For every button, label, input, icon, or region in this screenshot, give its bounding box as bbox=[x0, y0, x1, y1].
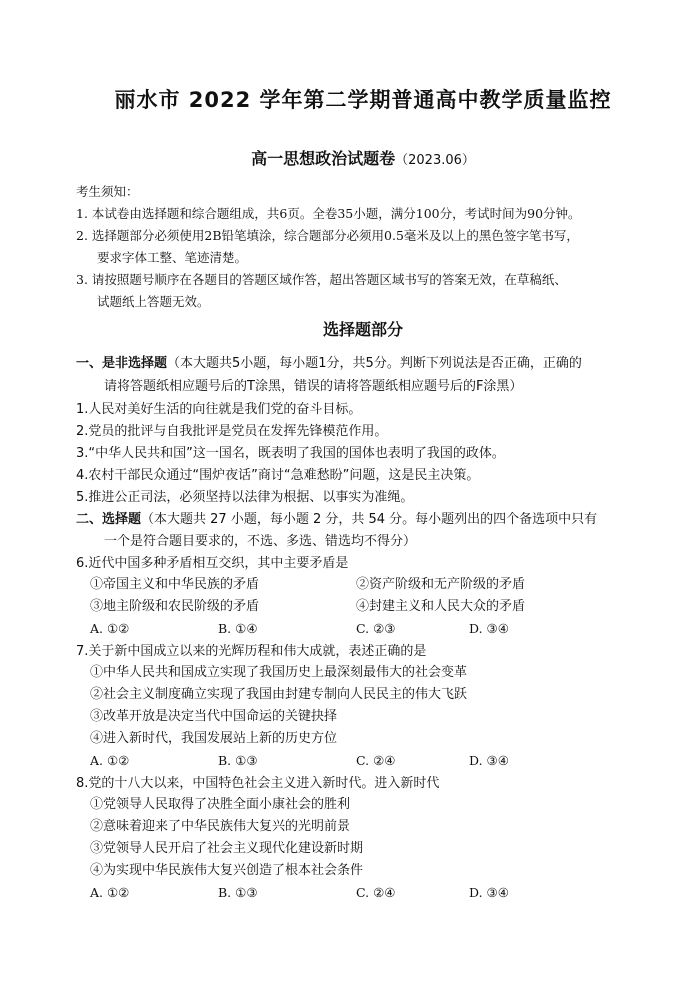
part2-desc-line2: 一个是符合题目要求的，不选、多选、错选均不得分） bbox=[104, 534, 417, 549]
exam-subtitle bbox=[0, 146, 696, 169]
notice-item-2 bbox=[76, 225, 656, 269]
q7-answer-a: A. ①② bbox=[90, 753, 130, 768]
q8-answer-c: C. ②④ bbox=[356, 885, 396, 900]
tf-question-1: 1.人民对美好生活的向往就是我们党的奋斗目标。 bbox=[76, 402, 362, 417]
part2-desc: （本大题共 27 小题，每小题 2 分，共 54 分。每小题列出的四个备选项中只有 bbox=[141, 512, 598, 527]
notice-item-2-line2: 要求字体工整、笔迹清楚。 bbox=[97, 250, 248, 265]
part1-label: 一、是非选择题 bbox=[76, 356, 168, 371]
part1-desc: （本大题共5小题，每小题1分，共5分。判断下列说法是否正确，正确的 bbox=[167, 356, 582, 371]
q6-answer-d: D. ③④ bbox=[469, 621, 509, 636]
notice-heading: 考生须知： bbox=[76, 184, 139, 199]
q8-option-4: ④为实现中华民族伟大复兴创造了根本社会条件 bbox=[90, 863, 364, 878]
page-title: 丽水市 2022 学年第二学期普通高中教学质量监控 bbox=[114, 88, 612, 112]
q7-option-4: ④进入新时代，我国发展站上新的历史方位 bbox=[90, 731, 338, 746]
part1-heading bbox=[76, 352, 676, 375]
section-title: 选择题部分 bbox=[322, 320, 403, 339]
tf-question-4: 4.农村干部民众通过“围炉夜话”商讨“急难愁盼”问题，这是民主决策。 bbox=[76, 468, 480, 483]
q7-answer-d: D. ③④ bbox=[469, 753, 509, 768]
q6-answer-b: B. ①④ bbox=[218, 621, 258, 636]
tf-question-3: 3.“中华人民共和国”这一国名，既表明了我国的国体也表明了我国的政体。 bbox=[76, 446, 505, 461]
exam-date: （2023.06） bbox=[395, 153, 475, 168]
q8-option-2: ②意味着迎来了中华民族伟大复兴的光明前景 bbox=[90, 819, 351, 834]
q6-stem: 6.近代中国多种矛盾相互交织，其中主要矛盾是 bbox=[76, 556, 349, 571]
tf-question-2: 2.党员的批评与自我批评是党员在发挥先锋模范作用。 bbox=[76, 424, 388, 439]
q8-option-1: ①党领导人民取得了决胜全面小康社会的胜利 bbox=[90, 797, 351, 812]
q8-answer-b: B. ①③ bbox=[218, 885, 258, 900]
q8-answer-a: A. ①② bbox=[90, 885, 130, 900]
subtitle-text: 高一思想政治试题卷 bbox=[251, 149, 396, 168]
q8-answer-d: D. ③④ bbox=[469, 885, 509, 900]
q6-answer-a: A. ①② bbox=[90, 621, 130, 636]
q7-option-2: ②社会主义制度确立实现了我国由封建专制向人民民主的伟大飞跃 bbox=[90, 687, 468, 702]
q7-answer-c: C. ②④ bbox=[356, 753, 396, 768]
part2-label: 二、选择题 bbox=[76, 512, 142, 527]
q6-answer-c: C. ②③ bbox=[356, 621, 396, 636]
q6-option-3: ③地主阶级和农民阶级的矛盾 bbox=[90, 599, 260, 614]
part1-desc-line2: 请将答题纸相应题号后的T涂黑，错误的请将答题纸相应题号后的F涂黑） bbox=[104, 379, 523, 394]
q7-answer-b: B. ①③ bbox=[218, 753, 258, 768]
notice-item-1: 1. 本试卷由选择题和综合题组成，共6页。全卷35小题，满分100分，考试时间为90分钟。 bbox=[76, 206, 581, 221]
part2-heading bbox=[76, 508, 676, 531]
q6-option-2: ②资产阶级和无产阶级的矛盾 bbox=[356, 577, 526, 592]
q7-option-3: ③改革开放是决定当代中国命运的关键抉择 bbox=[90, 709, 338, 724]
notice-item-3 bbox=[76, 269, 656, 313]
q7-stem: 7.关于新中国成立以来的光辉历程和伟大成就，表述正确的是 bbox=[76, 644, 427, 659]
notice-item-3-line1: 3. 请按照题号顺序在各题目的答题区域作答，超出答题区域书写的答案无效，在草稿纸、 bbox=[76, 272, 567, 287]
q6-option-4: ④封建主义和人民大众的矛盾 bbox=[356, 599, 526, 614]
q6-option-1: ①帝国主义和中华民族的矛盾 bbox=[90, 577, 260, 592]
q7-option-1: ①中华人民共和国成立实现了我国历史上最深刻最伟大的社会变革 bbox=[90, 665, 468, 680]
notice-item-3-line2: 试题纸上答题无效。 bbox=[97, 294, 210, 309]
notice-item-2-line1: 2. 选择题部分必须使用2B铅笔填涂，综合题部分必须用0.5毫米及以上的黑色签字笔书写， bbox=[76, 228, 579, 243]
q8-stem: 8.党的十八大以来，中国特色社会主义进入新时代。进入新时代 bbox=[76, 776, 440, 791]
tf-question-5: 5.推进公正司法，必须坚持以法律为根据、以事实为准绳。 bbox=[76, 490, 414, 505]
q8-option-3: ③党领导人民开启了社会主义现代化建设新时期 bbox=[90, 841, 364, 856]
